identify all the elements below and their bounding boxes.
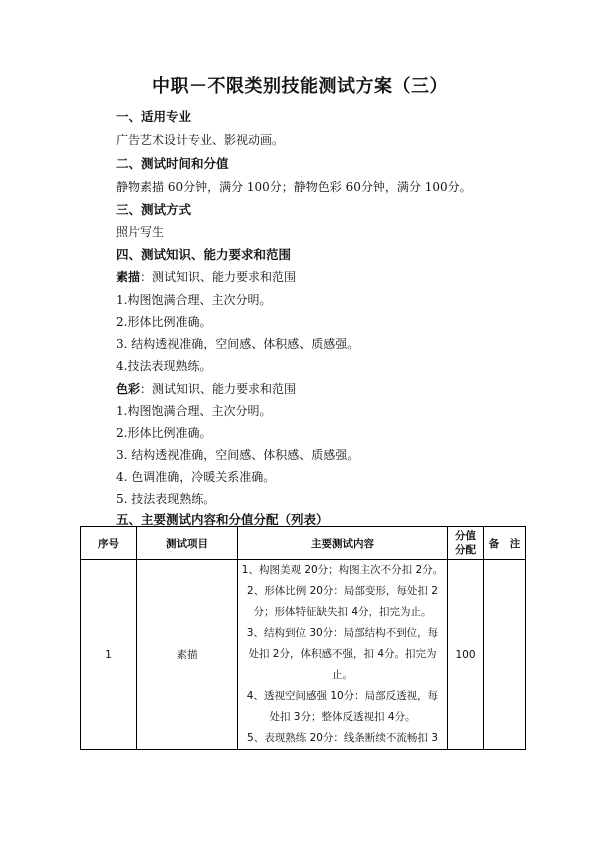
section-1-heading: 一、适用专业: [116, 109, 192, 124]
section-1-text: 广告艺术设计专业、影视动画。: [116, 133, 285, 147]
page-title: 中职－不限类别技能测试方案（三）: [152, 76, 448, 97]
color-item: 5. 技法表现熟练。: [116, 492, 216, 506]
sketch-item: 2.形体比例准确。: [116, 315, 212, 329]
sketch-requirements-heading: [116, 268, 296, 285]
color-item: 3. 结构透视准确，空间感、体积感、质感强。: [116, 448, 360, 462]
table-row: [81, 560, 526, 750]
row-item: 素描: [137, 560, 238, 750]
header-note: 备 注: [484, 527, 526, 560]
row-content: [238, 560, 448, 750]
score-table: [80, 526, 526, 750]
section-3-text: 照片写生: [116, 225, 165, 239]
content-line: 分；形体特征缺失扣 4分，扣完为止。: [253, 606, 432, 618]
header-score-line1: 分值: [455, 530, 476, 542]
color-item: 2.形体比例准确。: [116, 426, 212, 440]
sketch-item: 3. 结构透视准确，空间感、体积感、质感强。: [116, 337, 360, 351]
header-item: 测试项目: [137, 527, 238, 560]
sketch-item: 1.构图饱满合理、主次分明。: [116, 293, 272, 307]
color-item: 1.构图饱满合理、主次分明。: [116, 404, 272, 418]
content-line: 止。: [332, 669, 353, 681]
sketch-label-tail: ：测试知识、能力要求和范围: [140, 270, 297, 284]
sketch-label: 素描: [116, 270, 141, 284]
content-line: 3、结构到位 30分：局部结构不到位，每: [246, 627, 439, 639]
sketch-item: 4.技法表现熟练。: [116, 359, 212, 373]
color-item: 4. 色调准确，冷暖关系准确。: [116, 470, 276, 484]
header-seq: 序号: [81, 527, 137, 560]
header-score: [448, 527, 484, 560]
table-header-row: [81, 527, 526, 560]
row-score: 100: [448, 560, 484, 750]
color-requirements-heading: [116, 380, 296, 397]
section-5-heading: 五、主要测试内容和分值分配（列表）: [116, 512, 329, 527]
content-line: 处扣 3分；整体反透视扣 4分。: [269, 711, 416, 723]
content-line: 2、形体比例 20分：局部变形，每处扣 2: [247, 585, 438, 597]
score-table-container: [0, 526, 600, 848]
section-3-heading: 三、测试方式: [116, 202, 192, 217]
row-note: [484, 560, 526, 750]
color-label-tail: ：测试知识、能力要求和范围: [140, 382, 297, 396]
section-4-heading: 四、测试知识、能力要求和范围: [116, 247, 292, 262]
content-line: 处扣 2分，体积感不强，扣 4分。扣完为: [248, 648, 437, 660]
color-label: 色彩: [116, 382, 141, 396]
header-score-line2: 分配: [455, 544, 476, 556]
section-2-heading: 二、测试时间和分值: [116, 156, 229, 171]
section-2-text: 静物素描 60分钟，满分 100分；静物色彩 60分钟，满分 100分。: [116, 180, 472, 194]
content-line: 5、表现熟练 20分：线条断续不流畅扣 3: [247, 732, 438, 744]
content-line: 4、透视空间感强 10分：局部反透视，每: [246, 690, 439, 702]
row-seq: 1: [81, 560, 137, 750]
header-content: 主要测试内容: [238, 527, 448, 560]
content-line: 1、构图美观 20分；构图主次不分扣 2分。: [241, 564, 444, 576]
